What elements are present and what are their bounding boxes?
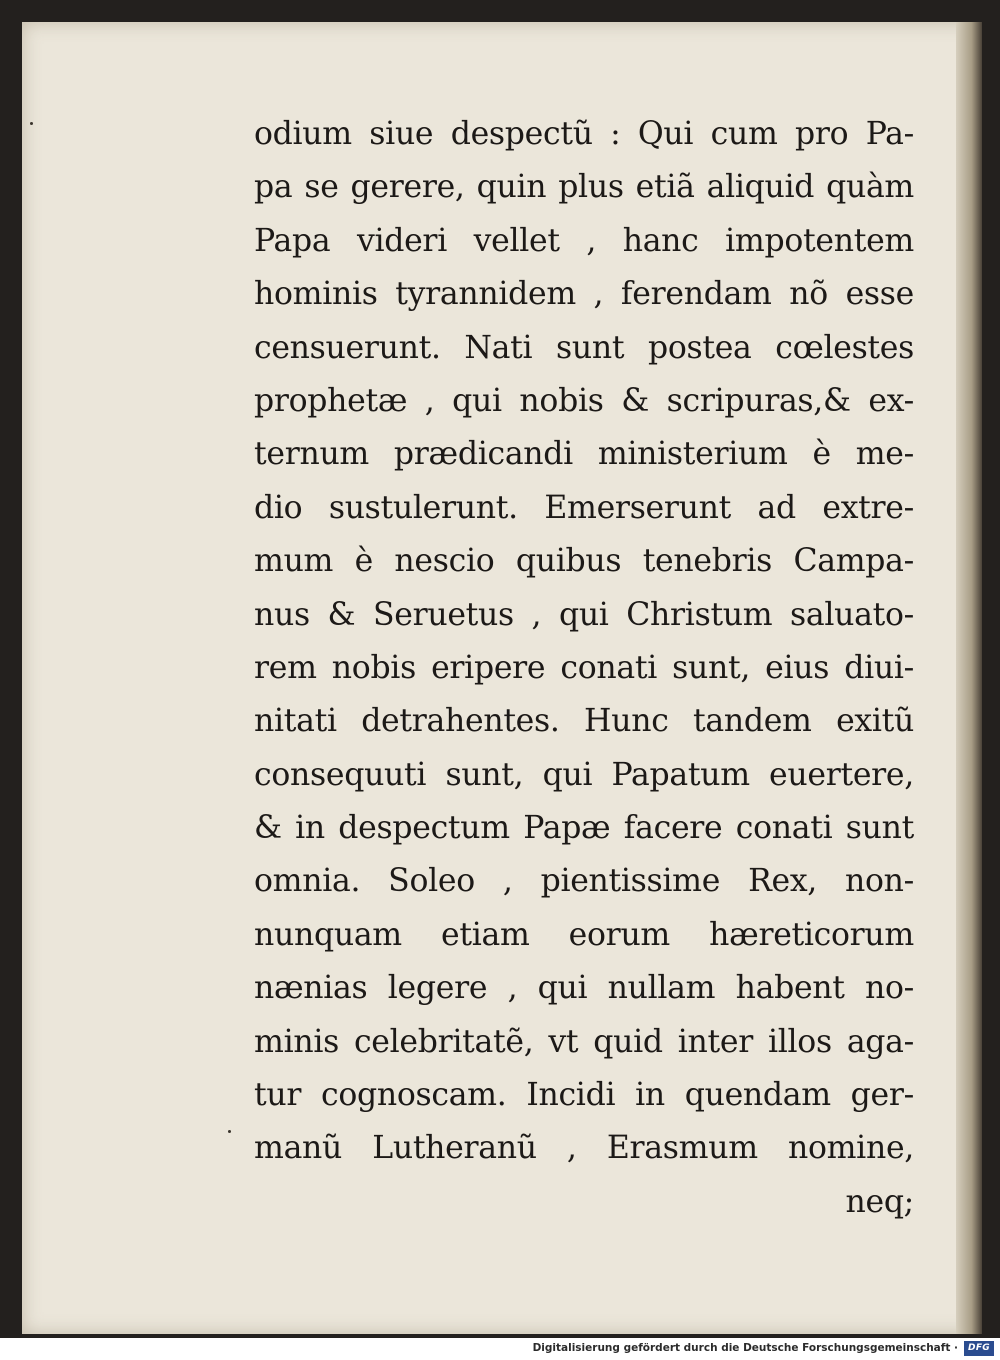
text-line: tur cognoscam. Incidi in quendam ger-: [254, 1077, 914, 1114]
dfg-logo: DFG: [964, 1341, 994, 1356]
text-line: prophetæ , qui nobis & scripuras,& ex-: [254, 382, 914, 419]
text-line: ternum prædicandi ministerium è me-: [254, 436, 914, 473]
page-edge: [956, 22, 982, 1334]
text-line: nunquam etiam eorum hæreticorum: [254, 916, 914, 953]
catchword: neq;: [845, 1183, 914, 1220]
text-line: minis celebritatẽ, vt quid inter illos aga-: [254, 1023, 914, 1060]
text-line: dio sustulerunt. Emerserunt ad extre-: [254, 489, 914, 526]
ink-speck: [30, 122, 33, 125]
ink-speck: [228, 1130, 231, 1133]
text-line: rem nobis eripere conati sunt, eius diui-: [254, 649, 914, 686]
text-line: mum è nescio quibus tenebris Campa-: [254, 543, 914, 580]
text-line: nus & Seruetus , qui Christum saluato-: [254, 596, 914, 633]
text-line: omnia. Soleo , pientissime Rex, non-: [254, 863, 914, 900]
text-line: Papa videri vellet , hanc impotentem: [254, 222, 914, 259]
funding-credit: Digitalisierung gefördert durch die Deutsche Forschungsgemeinschaft ·: [532, 1342, 958, 1354]
text-line: nitati detrahentes. Hunc tandem exitũ: [254, 703, 914, 740]
text-line: pa se gerere, quin plus etiã aliquid quàm: [254, 169, 914, 206]
text-line: hominis tyrannidem , ferendam nõ esse: [254, 276, 914, 313]
text-line: nænias legere , qui nullam habent no-: [254, 970, 914, 1007]
text-line: manũ Lutheranũ , Erasmum nomine,: [254, 1130, 914, 1167]
text-line: censuerunt. Nati sunt postea cœlestes: [254, 329, 914, 366]
text-line: odium siue despectũ : Qui cum pro Pa-: [254, 116, 914, 152]
text-line: & in despectum Papæ facere conati sunt: [254, 810, 914, 847]
text-line: consequuti sunt, qui Papatum euertere,: [254, 756, 914, 793]
book-page: [22, 22, 982, 1334]
text-block: [254, 108, 914, 1229]
footer-bar: [0, 1338, 1000, 1360]
